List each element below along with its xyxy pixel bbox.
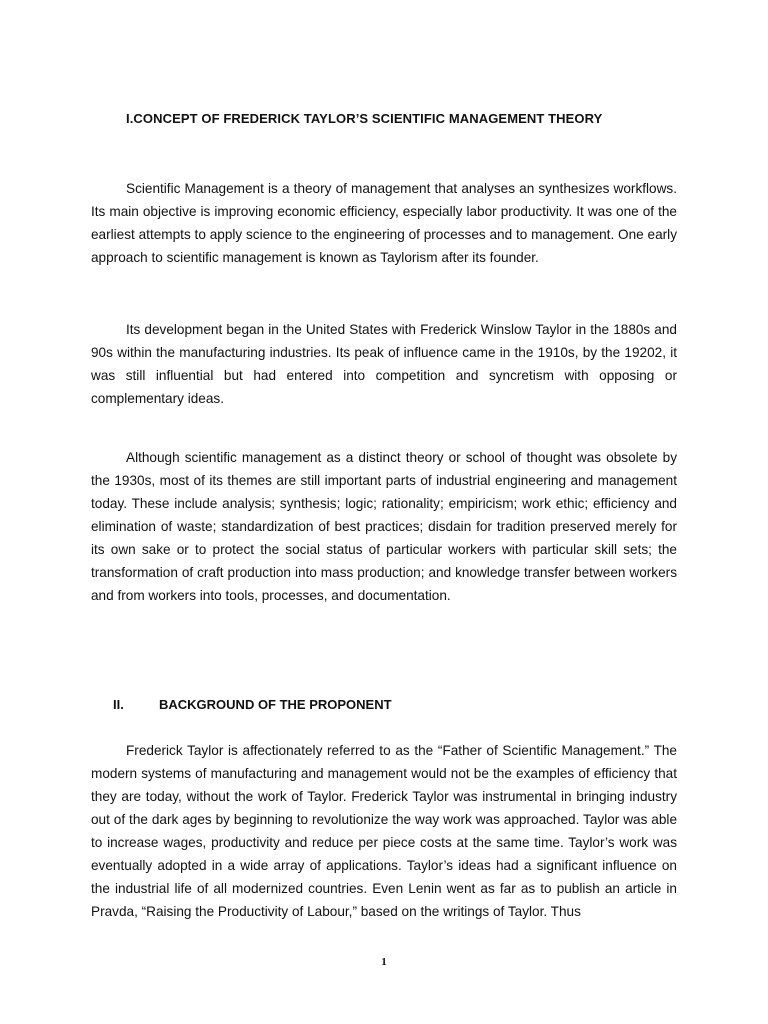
section-2-heading: BACKGROUND OF THE PROPONENT (159, 697, 392, 712)
section-1-heading: I.CONCEPT OF FREDERICK TAYLOR’S SCIENTIFIC MANAGEMENT THEORY (126, 111, 603, 126)
page-number: 1 (381, 956, 387, 968)
section-2-paragraph-1: Frederick Taylor is affectionately referred to as the “Father of Scientific Management.” The modern systems of manufacturing and management would not be the examples of efficiency that they are today, without the work of Taylor. Frederick Taylor was instrumental in bringing industry out of the dark ages by beginning to revolutionize the way work was approached. Taylor was able to increase wages, productivity and reduce per piece costs at the same time. Taylor’s work was eventually adopted in a wide array of applications. Taylor’s ideas had a significant influence on the industrial life of all modernized countries. Even Lenin went as far as to publish an article in Pravda, “Raising the Productivity of Labour,” based on the writings of Taylor. Thus (91, 743, 677, 919)
section-1-paragraph-1: Scientific Management is a theory of management that analyses an synthesizes workflows. Its main objective is improving economic efficiency, especially labor productivity. It was one of the earliest attempts to apply science to the engineering of processes and to management. One early approach to scientific management is known as Taylorism after its founder. (91, 181, 677, 265)
section-2-number: II. (113, 697, 124, 712)
section-1-paragraph-2: Its development began in the United States with Frederick Winslow Taylor in the 1880s and 90s within the manufacturing industries. Its peak of influence came in the 1910s, by the 19202, it was still influential but had entered into competition and syncretism with opposing or complementary ideas. (91, 322, 677, 406)
section-1-paragraph-3: Although scientific management as a distinct theory or school of thought was obsolete by the 1930s, most of its themes are still important parts of industrial engineering and management today. These include analysis; synthesis; logic; rationality; empiricism; work ethic; efficiency and elimination of waste; standardization of best practices; disdain for tradition preserved merely for its own sake or to protect the social status of particular workers with particular skill sets; the transformation of craft production into mass production; and knowledge transfer between workers and from workers into tools, processes, and documentation. (91, 450, 677, 603)
